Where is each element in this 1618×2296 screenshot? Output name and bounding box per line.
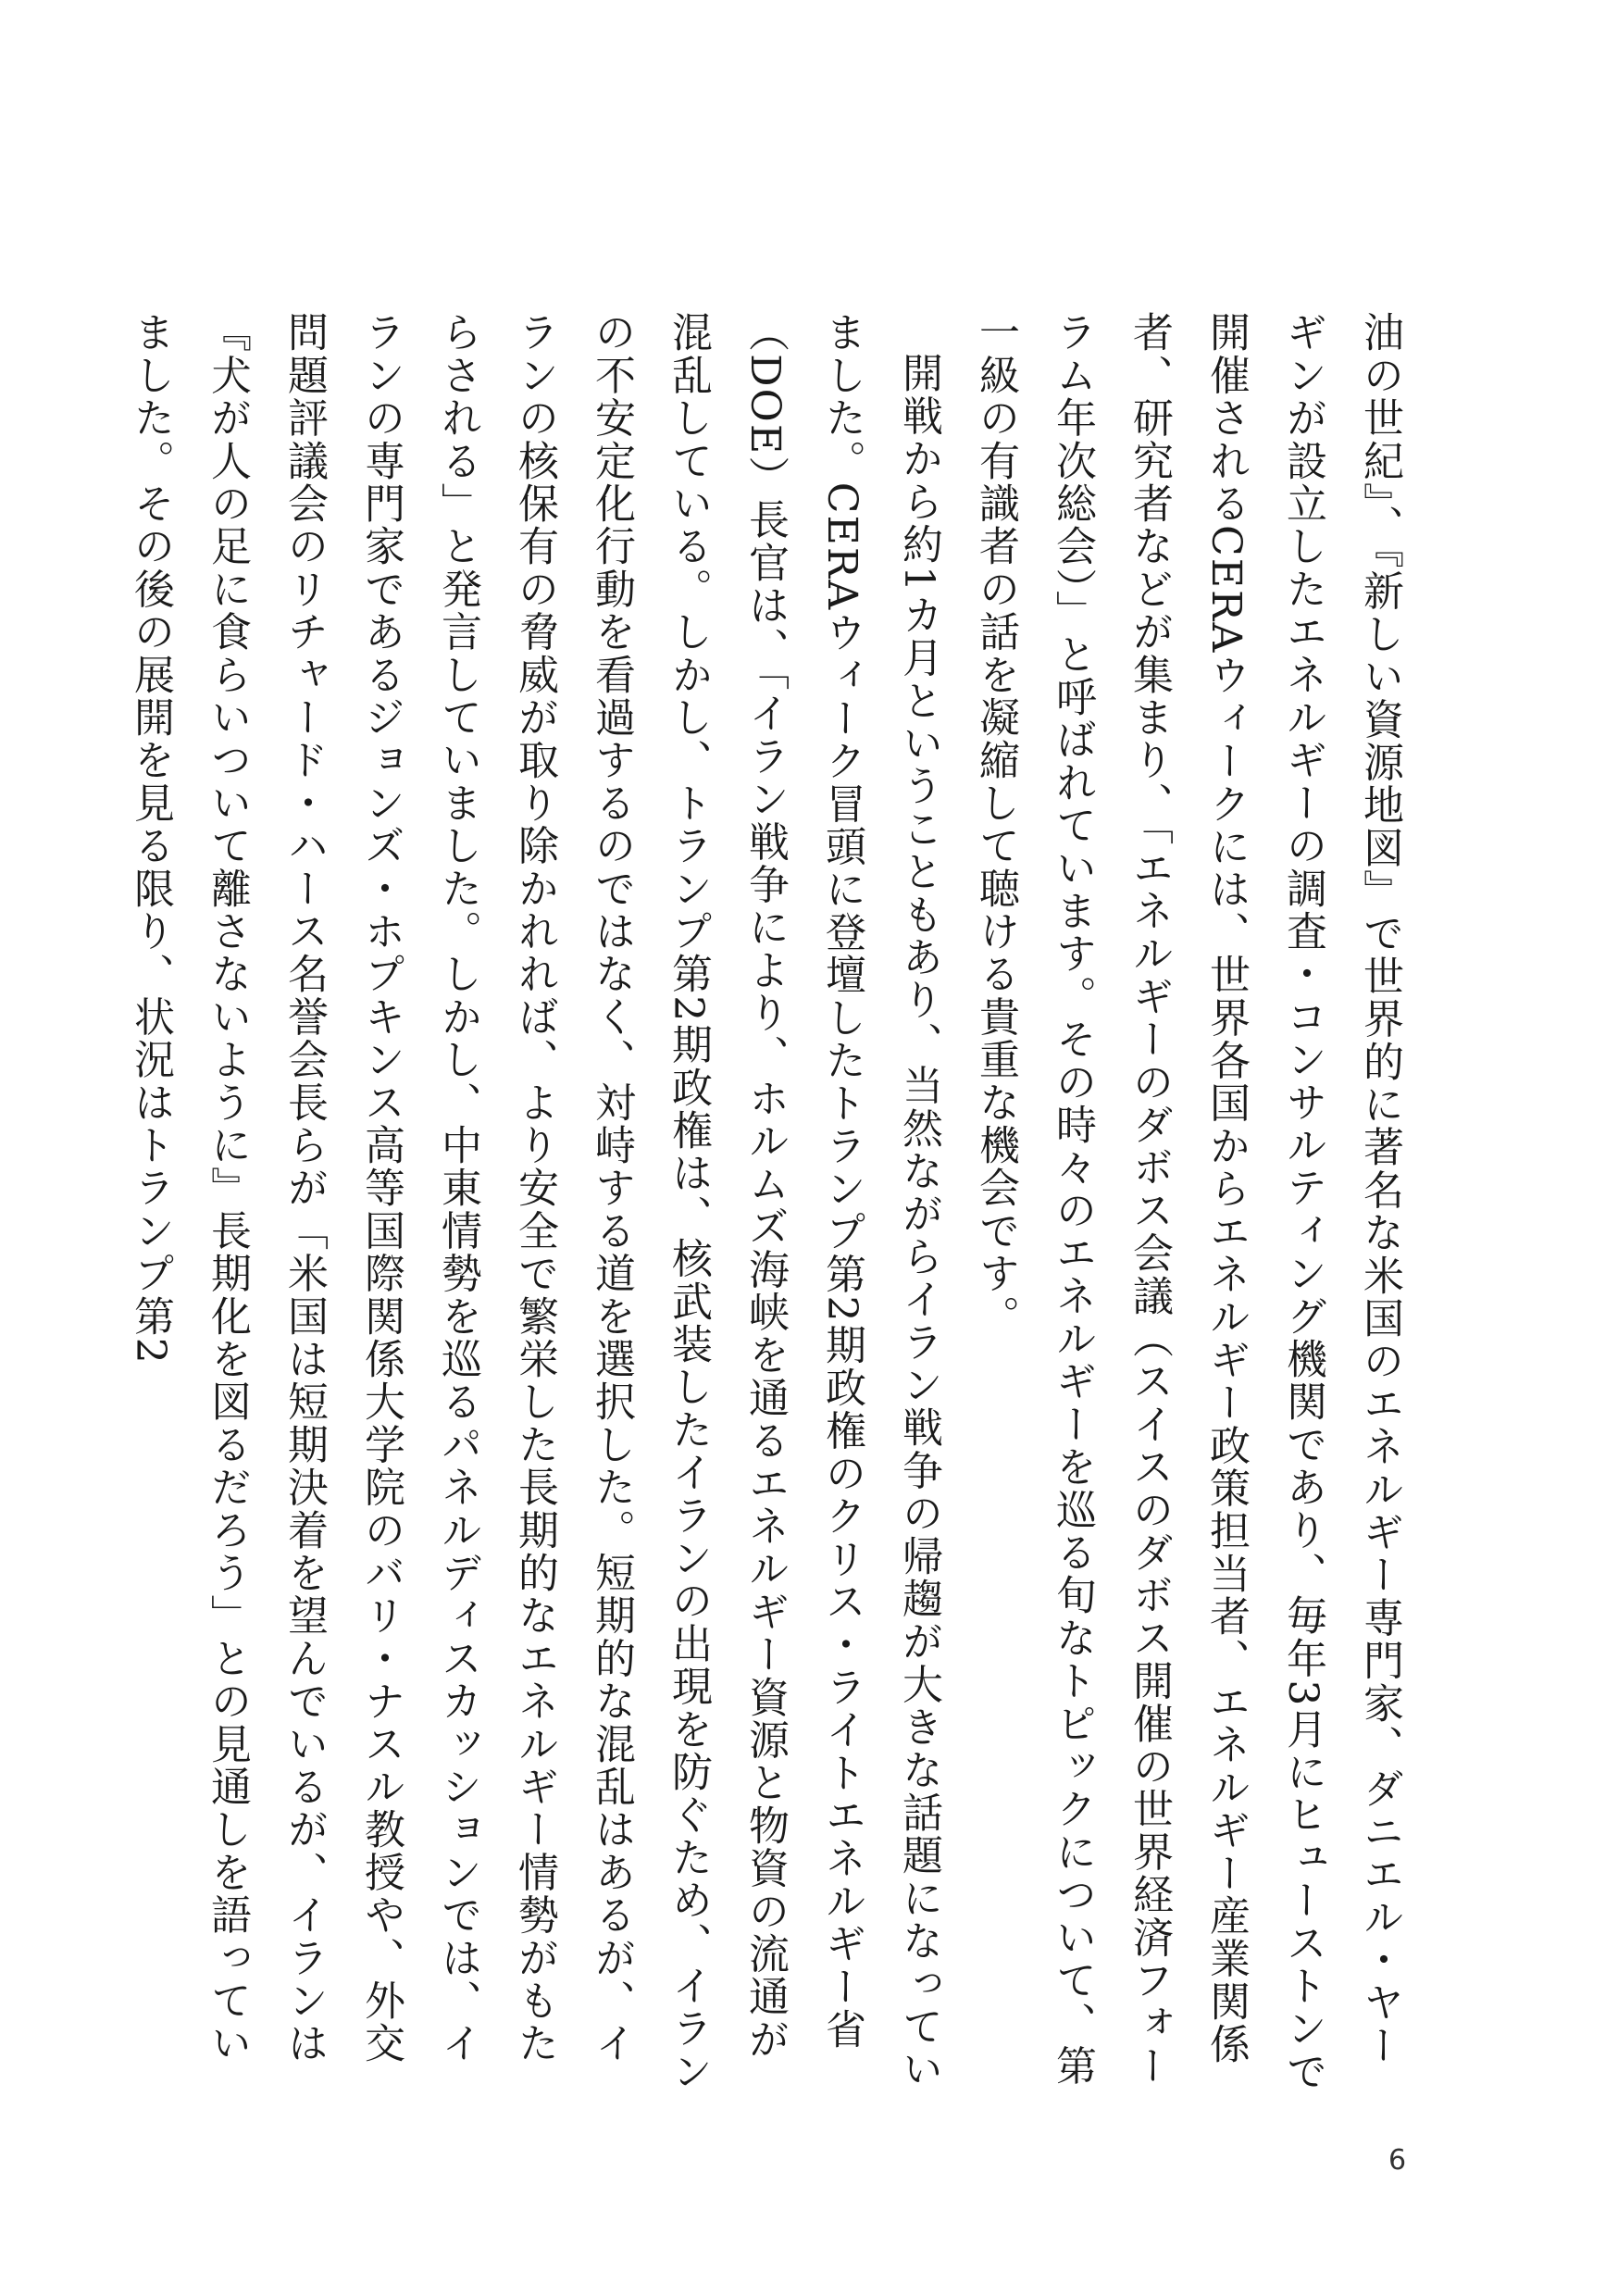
paragraph-continuation: 油の世紀』、『新しい資源地図』で世界的に著名な米国のエネルギー専門家、ダニエル・ヤーギンが設立したエネルギーの調査・コンサルティング機関であり、毎年3月にヒューストンで開催されるCERAウィークには、世界各国からエネルギー政策担当者、エネルギー産業関係者、研究者などが集まり、「エネルギーのダボス会議（スイスのダボス開催の世界経済フォーラム年次総会）」と呼ばれています。その時々のエネルギーを巡る旬なトピックについて、第一級の有識者の話を凝縮して聴ける貴重な機会です。: [972, 311, 1403, 2093]
paragraph-iran-war: 開戦から約1カ月ということもあり、当然ながらイラン戦争の帰趨が大きな話題になっていました。CERAウィーク冒頭に登壇したトランプ第2期政権のクリス・ライトエネルギー省（DOE）長官は、「イラン戦争により、ホルムズ海峡を通るエネルギー資源と物資の流通が混乱している。しかし、トランプ第2期政権は、核武装したイランの出現を防ぐため、イランの不安定化行動を看過するのではなく、対峙する道を選択した。短期的な混乱はあるが、イランの核保有の脅威が取り除かれれば、より安全で繁栄した長期的なエネルギー情勢がもたらされる」と発言していました。しかし、中東情勢を巡るパネルディスカッションでは、イランの専門家であるジョンズ・ホプキンス高等国際関係大学院のバリ・ナスル教授や、外交問題評議会のリチャード・ハース名誉会長らが「米国は短期決着を望んでいるが、イランは『犬が人の足に食らいついて離さないように』長期化を図るだろう」との見通しを語っていました。その後の展開を見る限り、状況はトランプ第2: [127, 311, 942, 2093]
page-number: 6: [1388, 2144, 1407, 2177]
vertical-body-text: [127, 311, 1418, 2098]
